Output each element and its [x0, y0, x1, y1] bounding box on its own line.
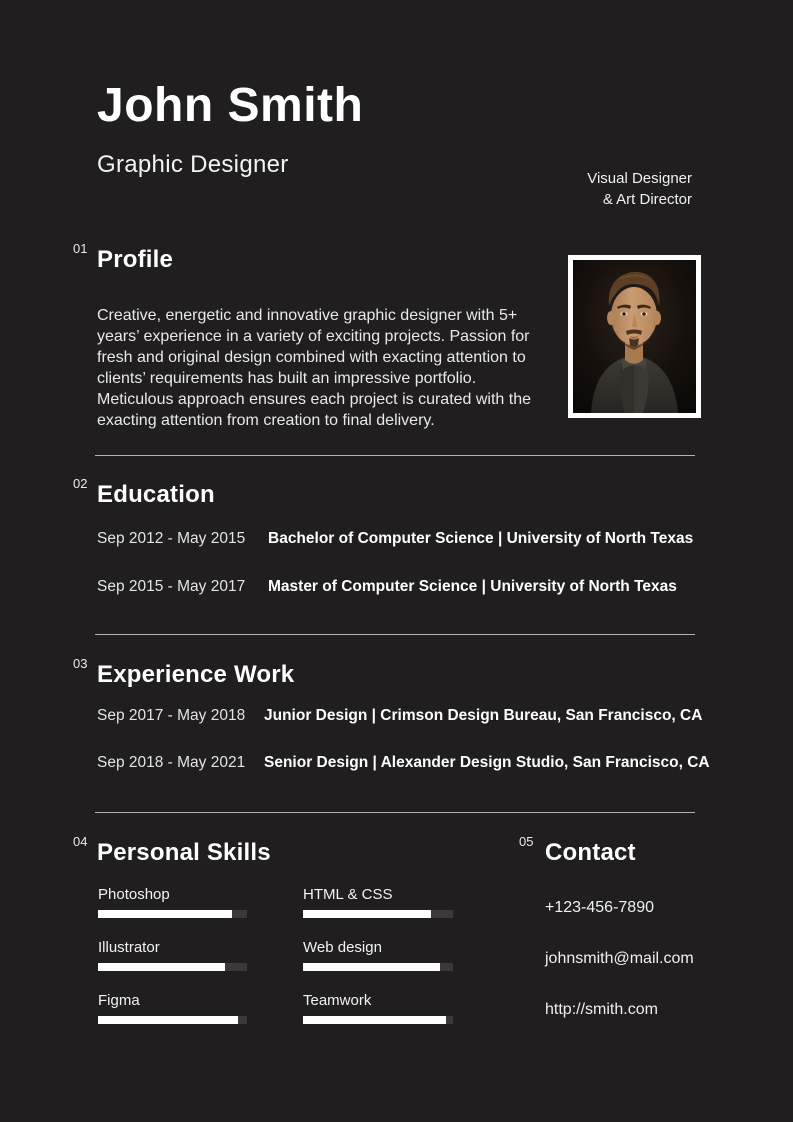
profile-text: Creative, energetic and innovative graphic designer with 5+ years’ experience in a variety of exciting projects. Passion for fresh and original design combined with exacting attention to clients’ requirements has built an impressive portfolio. Meticulous approach ensures each project is curated with the exacting attention from creation to final delivery. — [97, 307, 532, 429]
skill-bar-fill — [98, 963, 225, 971]
education-section-number: 02 — [73, 476, 88, 491]
education-row — [97, 530, 717, 548]
secondary-role-line1: Visual Designer — [587, 170, 692, 187]
skill-item — [98, 939, 247, 971]
skill-item — [303, 886, 453, 918]
secondary-role — [587, 168, 692, 210]
skill-label: Illustrator — [98, 939, 160, 956]
secondary-role-line2: & Art Director — [602, 191, 692, 208]
skill-label: Web design — [303, 939, 382, 956]
experience-period: Sep 2018 - May 2021 — [97, 754, 246, 771]
skill-bar-fill — [303, 1016, 446, 1024]
skill-bar-fill — [98, 1016, 238, 1024]
profile-section-number: 01 — [73, 241, 88, 256]
skill-bar-track — [303, 1016, 453, 1024]
job-title: Graphic Designer — [97, 151, 289, 178]
education-description: Master of Computer Science | University of North Texas — [268, 578, 677, 595]
experience-period: Sep 2017 - May 2018 — [97, 707, 246, 724]
person-name: John Smith — [97, 79, 364, 132]
skill-bar-track — [98, 910, 247, 918]
skill-label: Figma — [98, 992, 140, 1009]
contact-email: johnsmith@mail.com — [545, 950, 694, 967]
education-description: Bachelor of Computer Science | University of North Texas — [268, 530, 694, 547]
skill-item — [303, 992, 453, 1024]
experience-description: Junior Design | Crimson Design Bureau, San Francisco, CA — [264, 707, 703, 724]
contact-website: http://smith.com — [545, 1001, 658, 1018]
skills-section-number: 04 — [73, 834, 88, 849]
divider — [95, 634, 695, 635]
skills-section-heading: Personal Skills — [97, 839, 271, 866]
divider — [95, 455, 695, 456]
education-period: Sep 2015 - May 2017 — [97, 578, 246, 595]
skill-label: HTML & CSS — [303, 886, 393, 903]
skill-label: Photoshop — [98, 886, 170, 903]
experience-section-number: 03 — [73, 656, 88, 671]
skill-label: Teamwork — [303, 992, 372, 1009]
education-row — [97, 578, 717, 596]
education-section-heading: Education — [97, 481, 215, 508]
education-period: Sep 2012 - May 2015 — [97, 530, 246, 547]
skills-grid — [98, 886, 453, 1024]
skill-bar-track — [98, 963, 247, 971]
experience-row — [97, 707, 717, 725]
portrait-photo-illustration — [573, 260, 696, 413]
contact-list — [545, 899, 694, 1019]
skill-bar-track — [98, 1016, 247, 1024]
experience-section-heading: Experience Work — [97, 661, 295, 688]
divider — [95, 812, 695, 813]
portrait-photo — [568, 255, 701, 418]
experience-row — [97, 754, 717, 772]
skill-bar-fill — [303, 963, 440, 971]
contact-phone: +123-456-7890 — [545, 899, 654, 916]
skill-bar-track — [303, 963, 453, 971]
skill-item — [98, 992, 247, 1024]
skill-bar-fill — [98, 910, 232, 918]
experience-description: Senior Design | Alexander Design Studio, San Francisco, CA — [264, 754, 710, 771]
contact-section-number: 05 — [519, 834, 534, 849]
profile-section-heading: Profile — [97, 246, 174, 273]
skill-bar-track — [303, 910, 453, 918]
contact-section-heading: Contact — [545, 839, 636, 866]
skill-bar-fill — [303, 910, 431, 918]
skill-item — [303, 939, 453, 971]
skill-item — [98, 886, 247, 918]
